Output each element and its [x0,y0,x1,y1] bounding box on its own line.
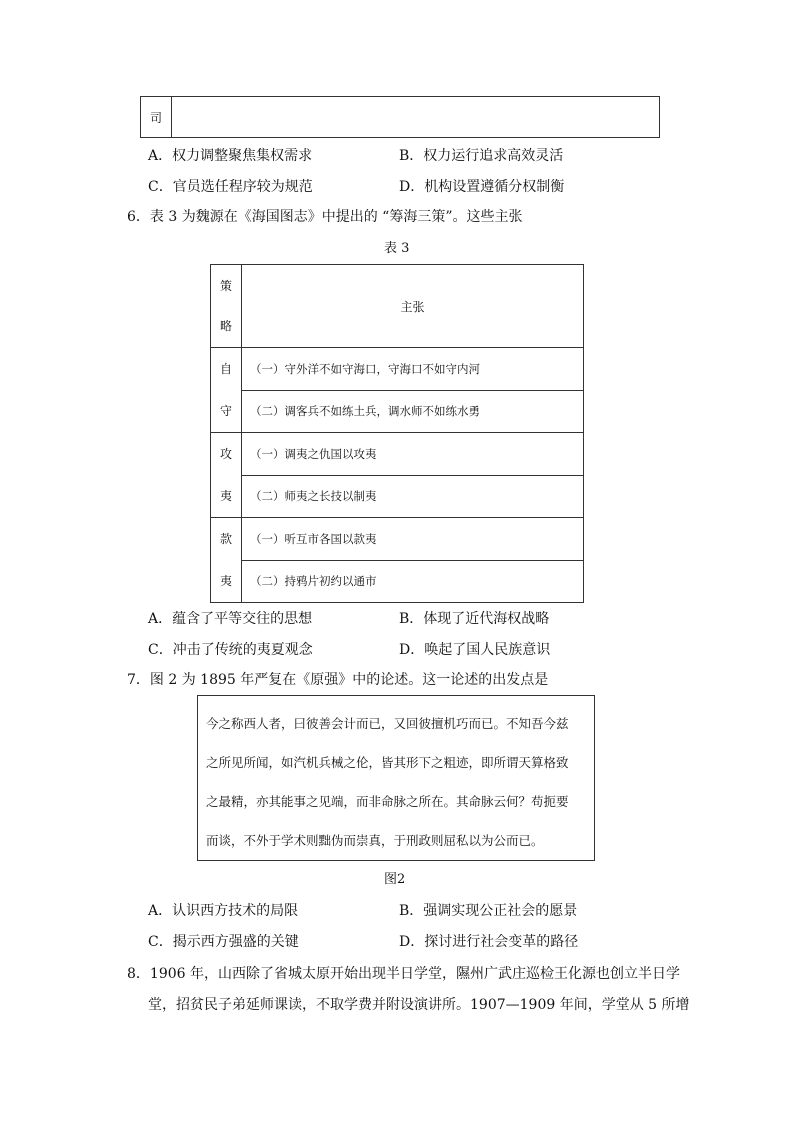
q6-option-d[interactable]: D．唤起了国人民族意识 [399,642,551,658]
previous-table-fragment [140,96,660,138]
fragment-cell-label: 司 [141,97,172,138]
table-3 [210,264,584,603]
quote-line: 之最精，亦其能事之见端，而非命脉之所在。其命脉云何？苟扼要 [206,794,569,809]
quote-line: 今之称西人者，曰彼善会计而已，又回彼擅机巧而已。不知吾今兹 [206,716,569,731]
q7-option-d[interactable]: D．探讨进行社会变革的路径 [399,934,579,950]
figure-2-quote-box [197,695,595,861]
q5-option-a[interactable]: A．权力调整聚焦集权需求 [148,148,313,164]
header-strategy: 策 略 [211,265,242,348]
table-3-caption: 表 3 [384,241,410,256]
table-row: （二）师夷之长技以制夷 [242,475,584,518]
group-label-appease: 款 夷 [211,518,242,603]
table-row: （一）守外洋不如守海口，守海口不如守内河 [242,348,584,391]
q5-option-d[interactable]: D．机构设置遵循分权制衡 [399,179,565,195]
q5-option-b[interactable]: B．权力运行追求高效灵活 [399,148,564,164]
q5-option-c[interactable]: C．官员选任程序较为规范 [148,179,313,195]
q8-line-2: 堂，招贫民子弟延师课读，不取学费并附设演讲所。1907—1909 年间，学堂从 5 所增 [148,997,690,1013]
q7-option-a[interactable]: A．认识西方技术的局限 [148,903,299,919]
q7-stem: 7．图 2 为 1895 年严复在《原强》中的论述。这一论述的出发点是 [127,672,549,688]
q7-option-c[interactable]: C．揭示西方强盛的关键 [148,934,299,950]
header-proposal: 主张 [242,265,584,348]
q8-line-1: 8．1906 年，山西除了省城太原开始出现半日学堂，隰州广武庄巡检王化源也创立半日学 [127,966,680,982]
table-row: （二）持鸦片初约以通市 [242,560,584,603]
group-label-attack: 攻 夷 [211,433,242,518]
group-label-self-defense: 自 守 [211,348,242,433]
figure-2-caption: 图2 [384,872,406,887]
table-row: （一）听互市各国以款夷 [242,518,584,561]
table-row: （一）调夷之仇国以攻夷 [242,433,584,476]
q6-stem: 6．表 3 为魏源在《海国图志》中提出的 “筹海三策”。这些主张 [127,209,523,225]
table-row: （二）调客兵不如练土兵，调水师不如练水勇 [242,390,584,433]
q7-option-b[interactable]: B．强调实现公正社会的愿景 [399,903,578,919]
quote-line: 之所见所闻，如汽机兵械之伦，皆其形下之粗迹，即所谓天算格致 [206,755,569,770]
q6-option-b[interactable]: B．体现了近代海权战略 [399,611,550,627]
q6-option-c[interactable]: C．冲击了传统的夷夏观念 [148,642,313,658]
fragment-cell-empty [172,97,660,138]
q6-option-a[interactable]: A．蕴含了平等交往的思想 [148,611,313,627]
quote-line: 而谈，不外于学术则黜伪而崇真，于刑政则屈私以为公而已。 [206,833,544,848]
